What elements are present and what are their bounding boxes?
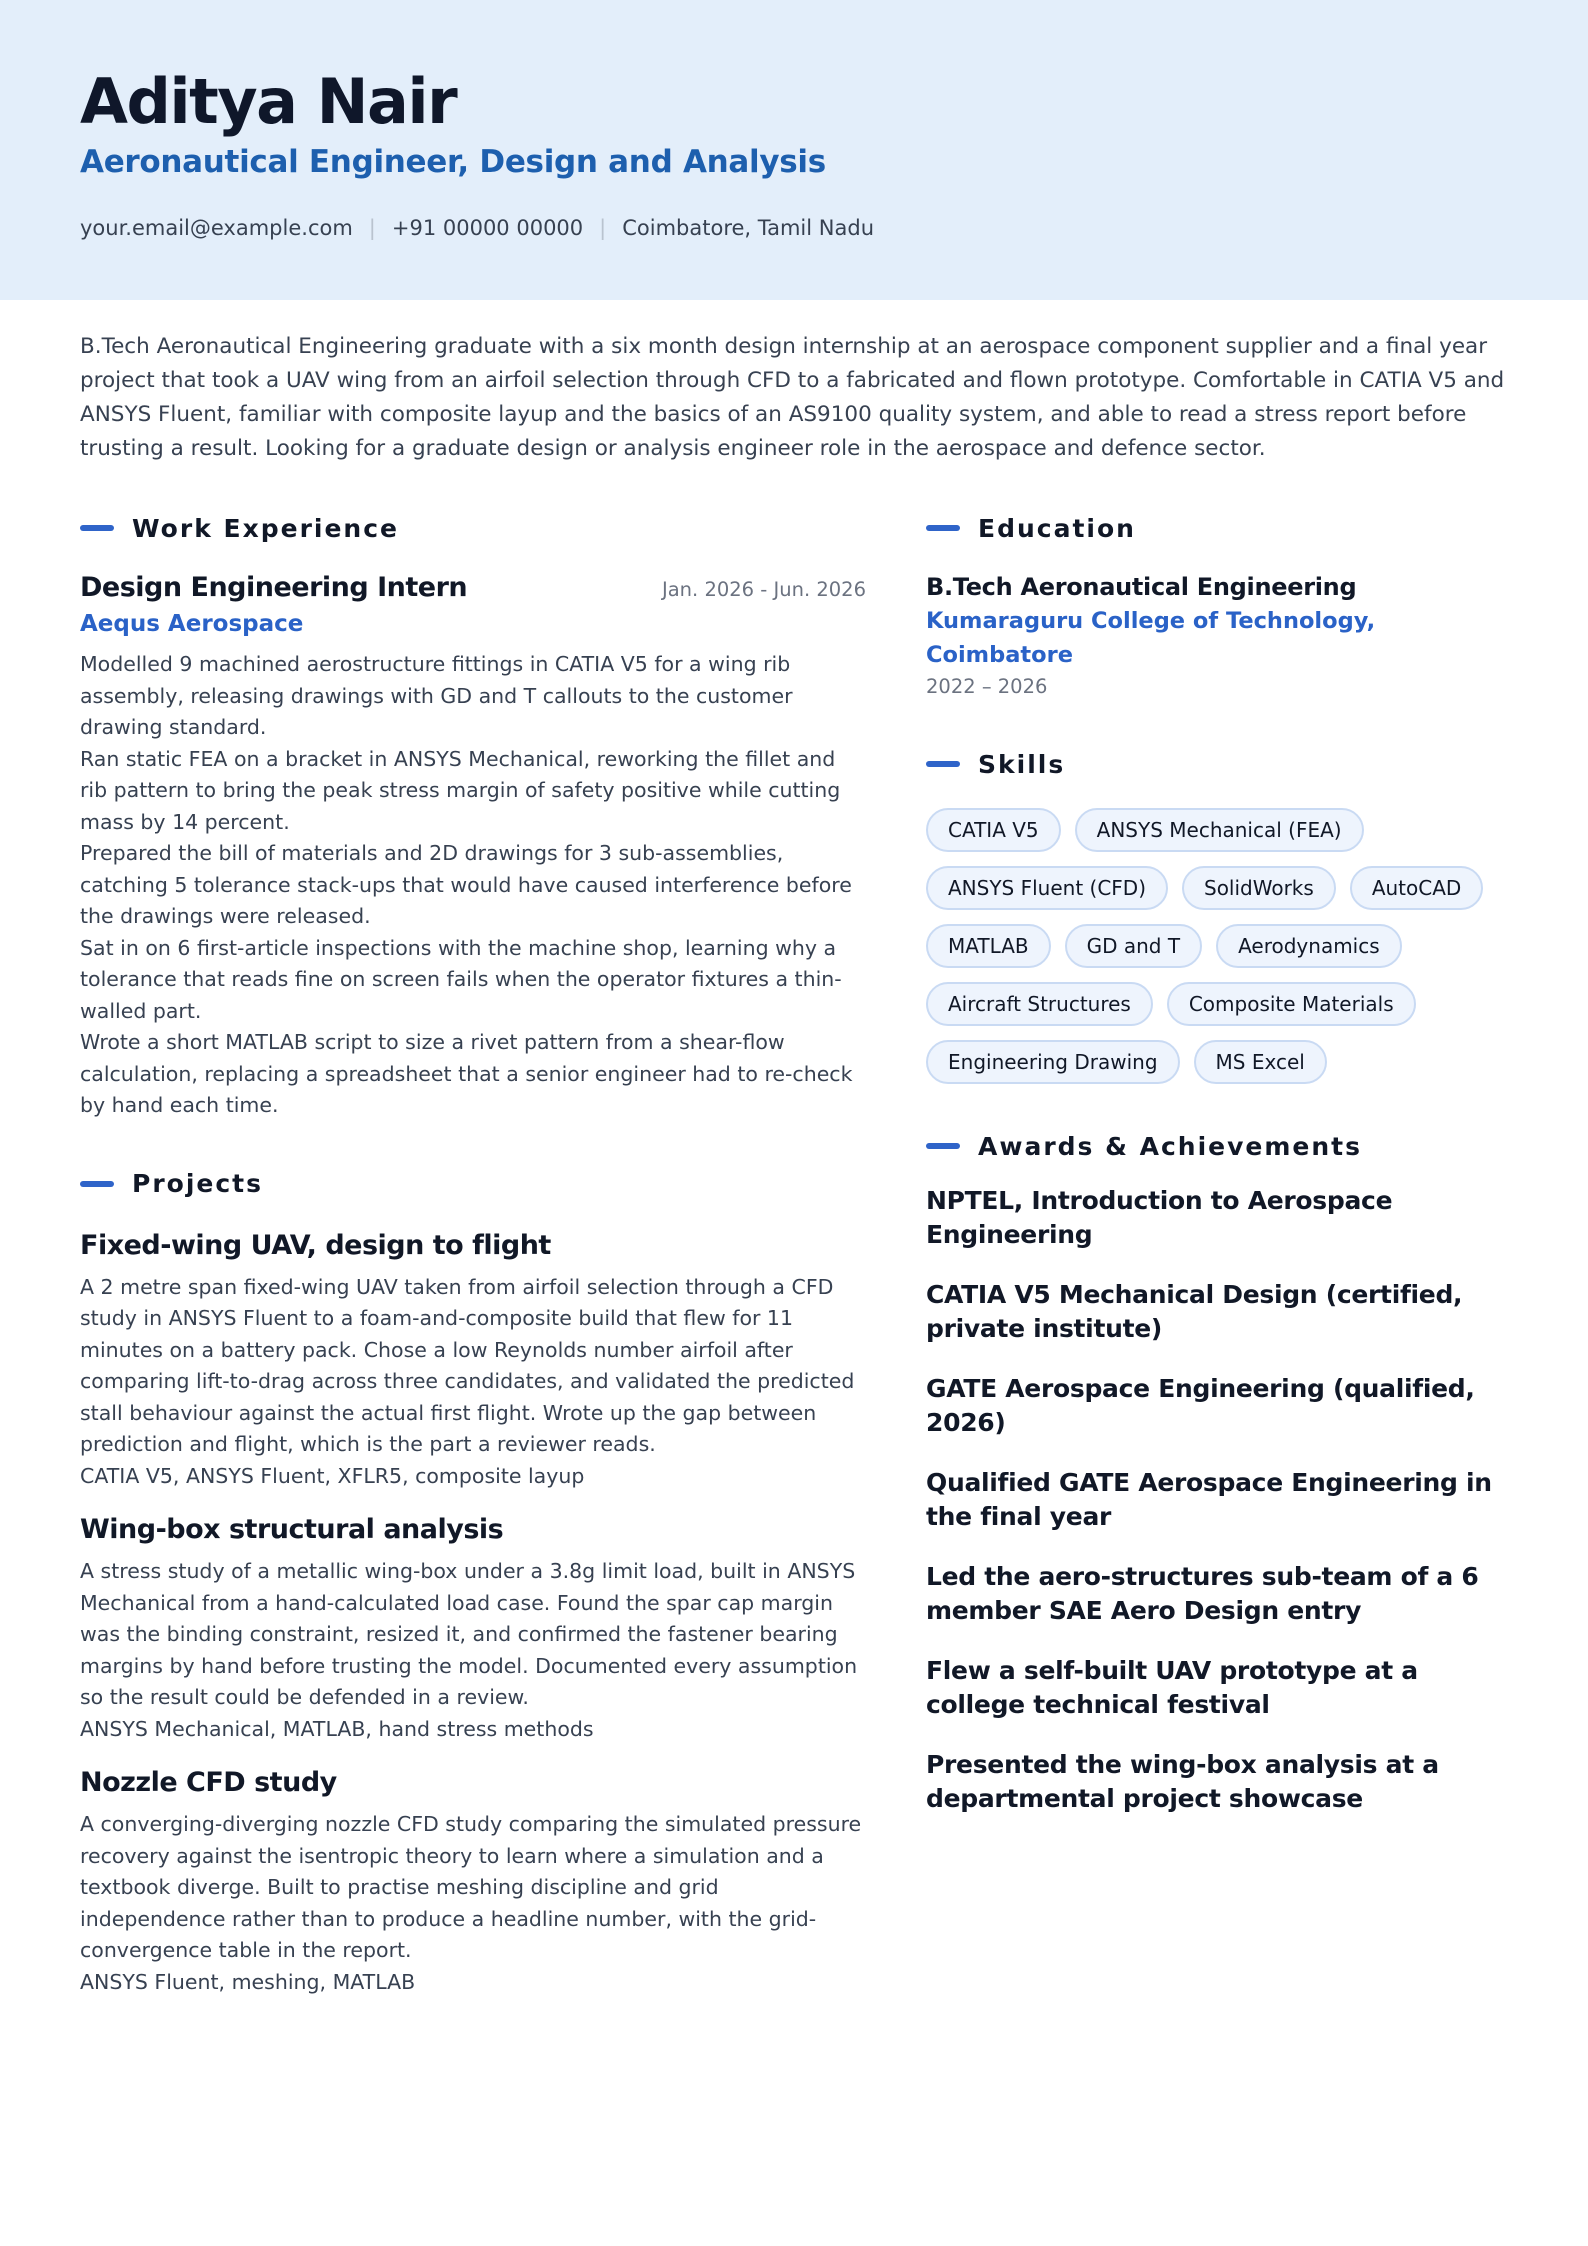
- section-heading-projects: [80, 1164, 866, 1204]
- project-entry: [80, 1226, 866, 1493]
- skill-chip: SolidWorks: [1182, 866, 1336, 910]
- project-tech: ANSYS Mechanical, MATLAB, hand stress methods: [80, 1716, 594, 1741]
- skill-chip: CATIA V5: [926, 808, 1061, 852]
- award-item: GATE Aerospace Engineering (qualified, 2026): [926, 1374, 1475, 1437]
- skill-chip: ANSYS Fluent (CFD): [926, 866, 1168, 910]
- section-title: Awards & Achievements: [978, 1131, 1363, 1161]
- contact-line: [80, 212, 874, 244]
- section-title: Education: [978, 513, 1136, 543]
- project-description: A 2 metre span fixed-wing UAV taken from airfoil selection through a CFD study in ANSYS Fluent to a foam-and-composite build that flew for 11 minutes on a battery pack. Chose a low Reynolds number airfoil after comparing lift-to-drag across three candidates, and validated the predicted stall behaviour against the actual first flight. Wrote up the gap between prediction and flight, which is the part a reviewer reads.: [80, 1274, 855, 1456]
- skill-chip: Engineering Drawing: [926, 1040, 1180, 1084]
- section-title: Skills: [978, 749, 1066, 779]
- skill-chip: Composite Materials: [1167, 982, 1416, 1026]
- contact-separator: |: [368, 216, 376, 240]
- job-bullet: Wrote a short MATLAB script to size a rivet pattern from a shear-flow calculation, replacing a spreadsheet that a senior engineer had to re-check by hand each time.: [80, 1030, 853, 1117]
- project-description: A converging-diverging nozzle CFD study comparing the simulated pressure recovery against the isentropic theory to learn where a simulation and a textbook diverge. Built to practise meshing discipline and grid independence rather than to produce a headline number, with the grid-convergence table in the report.: [80, 1812, 862, 1962]
- skills-list: [926, 808, 1508, 1084]
- skill-chip: GD and T: [1065, 924, 1202, 968]
- project-entry: [80, 1510, 866, 1745]
- skill-chip: Aircraft Structures: [926, 982, 1153, 1026]
- project-title: Nozzle CFD study: [80, 1767, 337, 1798]
- contact-location: Coimbatore, Tamil Nadu: [622, 216, 874, 240]
- skill-chip: AutoCAD: [1350, 866, 1483, 910]
- section-heading-education: [926, 508, 1508, 548]
- section-heading-skills: [926, 744, 1508, 784]
- project-title: Fixed-wing UAV, design to flight: [80, 1229, 551, 1261]
- summary-paragraph: B.Tech Aeronautical Engineering graduate with a six month design internship at an aerospace component supplier and a final year project that took a UAV wing from an airfoil selection through CFD to a fabricated and flown prototype. Comfortable in CATIA V5 and ANSYS Fluent, familiar with composite layup and the basics of an AS9100 quality system, and able to read a stress report before trusting a result. Looking for a graduate design or analysis engineer role in the aerospace and defence sector.: [80, 334, 1505, 461]
- project-tech: ANSYS Fluent, meshing, MATLAB: [80, 1969, 416, 1994]
- skill-chip: MS Excel: [1194, 1040, 1327, 1084]
- project-tech: CATIA V5, ANSYS Fluent, XFLR5, composite layup: [80, 1463, 585, 1488]
- award-item: Presented the wing-box analysis at a departmental project showcase: [926, 1750, 1439, 1813]
- job-bullets: [80, 649, 866, 1122]
- candidate-name: Aditya Nair: [80, 65, 457, 138]
- job-entry: [80, 572, 866, 1122]
- skill-chip: Aerodynamics: [1216, 924, 1402, 968]
- section-title: Projects: [132, 1169, 264, 1198]
- section-accent-bar: [80, 1181, 114, 1187]
- project-entry: [80, 1763, 866, 1998]
- skill-chip: ANSYS Mechanical (FEA): [1075, 808, 1364, 852]
- contact-phone[interactable]: +91 00000 00000: [391, 216, 584, 240]
- section-heading-experience: [80, 508, 866, 548]
- section-accent-bar: [926, 1143, 960, 1149]
- job-title: Design Engineering Intern: [80, 572, 468, 603]
- project-description: A stress study of a metallic wing-box under a 3.8g limit load, built in ANSYS Mechanical from a hand-calculated load case. Found the spar cap margin was the binding constraint, resized it, and confirmed the fastener bearing margins by hand before trusting the model. Documented every assumption so the result could be defended in a review.: [80, 1559, 858, 1709]
- award-item: Flew a self-built UAV prototype at a college technical festival: [926, 1656, 1418, 1719]
- contact-separator: |: [599, 216, 607, 240]
- resume-header: [0, 0, 1588, 300]
- job-company: Aequs Aerospace: [80, 611, 304, 637]
- project-title: Wing-box structural analysis: [80, 1514, 504, 1545]
- education-dates: 2022 – 2026: [926, 675, 1048, 698]
- education-school: Kumaraguru College of Technology, Coimbatore: [926, 608, 1376, 668]
- job-bullet: Prepared the bill of materials and 2D drawings for 3 sub-assemblies, catching 5 tolerance stack-ups that would have caused interference before the drawings were released.: [80, 841, 852, 928]
- right-column: [926, 508, 1508, 1816]
- section-accent-bar: [80, 525, 114, 531]
- award-item: NPTEL, Introduction to Aerospace Engineering: [926, 1186, 1393, 1249]
- section-accent-bar: [926, 761, 960, 767]
- job-dates: Jan. 2026 - Jun. 2026: [661, 578, 866, 601]
- left-column: [80, 508, 866, 1998]
- education-degree: B.Tech Aeronautical Engineering: [926, 573, 1357, 601]
- section-heading-awards: [926, 1126, 1508, 1166]
- skill-chip: MATLAB: [926, 924, 1051, 968]
- award-item: Qualified GATE Aerospace Engineering in the final year: [926, 1468, 1492, 1531]
- job-bullet: Ran static FEA on a bracket in ANSYS Mechanical, reworking the fillet and rib pattern to bring the peak stress margin of safety positive while cutting mass by 14 percent.: [80, 746, 841, 834]
- contact-email[interactable]: your.email@example.com: [80, 216, 353, 240]
- section-title: Work Experience: [132, 513, 399, 543]
- award-item: CATIA V5 Mechanical Design (certified, private institute): [926, 1280, 1463, 1343]
- candidate-title: Aeronautical Engineer, Design and Analysis: [80, 144, 826, 180]
- award-item: Led the aero-structures sub-team of a 6 member SAE Aero Design entry: [926, 1562, 1479, 1625]
- section-accent-bar: [926, 525, 960, 531]
- job-bullet: Modelled 9 machined aerostructure fittings in CATIA V5 for a wing rib assembly, releasing drawings with GD and T callouts to the customer drawing standard.: [80, 652, 793, 739]
- awards-list: [926, 1184, 1508, 1816]
- job-bullet: Sat in on 6 first-article inspections with the machine shop, learning why a tolerance that reads fine on screen fails when the operator fixtures a thin-walled part.: [80, 935, 842, 1023]
